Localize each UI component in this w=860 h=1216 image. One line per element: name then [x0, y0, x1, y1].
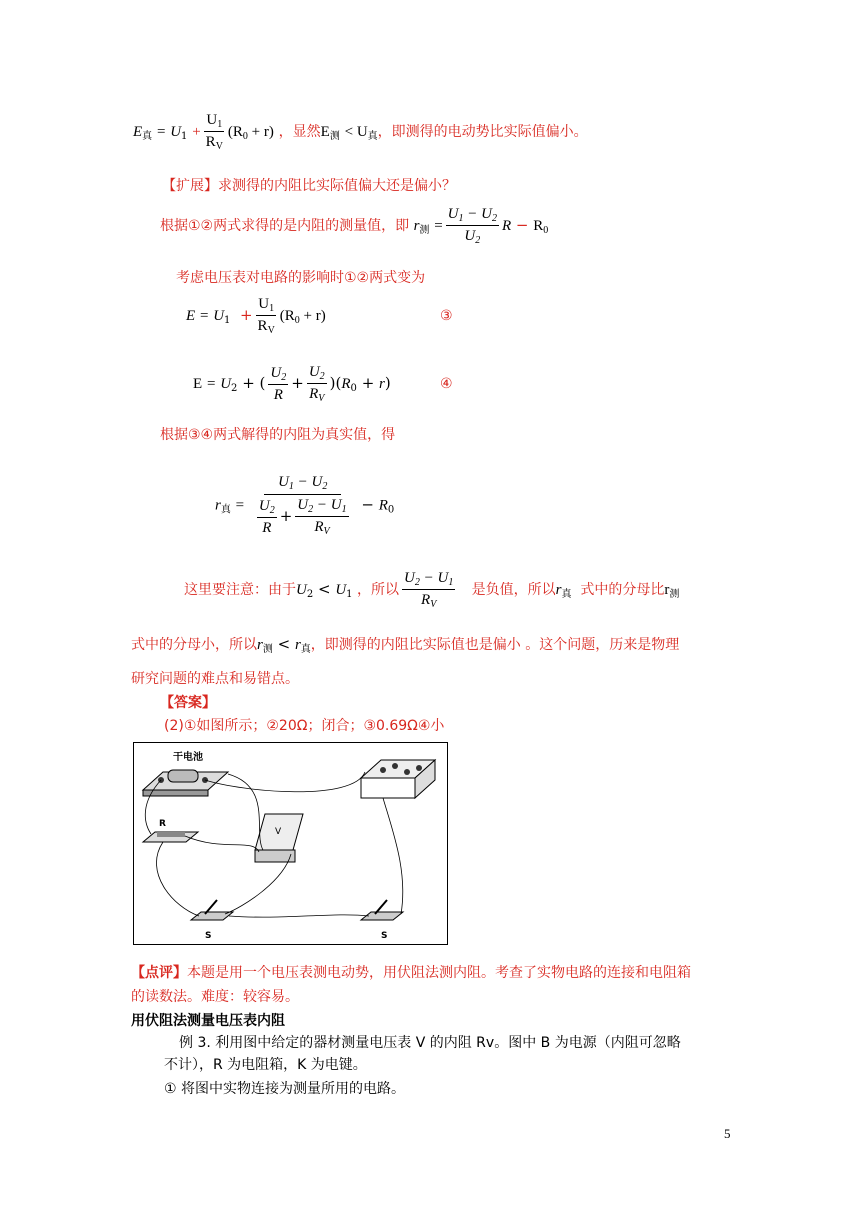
- comment-tag: 【点评】: [131, 965, 187, 981]
- note-line: 这里要注意：由于$U_2 < U_1$ ，所以 $\frac{U_2 - U_1}{R_V}$ 是负值，所以$r_真$ 式中的分母比$r_测$: [184, 570, 680, 610]
- s2-label: S: [381, 931, 388, 941]
- note-p3: 是负值，所以: [471, 582, 556, 598]
- r0-label: R: [159, 819, 166, 829]
- example-line-1: 例 3. 利用图中给定的器材测量电压表 V 的内阻 Rv。图中 B 为电源（内阻可忽略: [179, 1035, 681, 1051]
- comment-line1: 本题是用一个电压表测电动势，用伏阻法测内阻。考查了实物电路的连接和电阻箱: [187, 965, 691, 981]
- note-p2: ，所以: [357, 582, 399, 598]
- measured-r-text: 根据①②两式求得的是内阻的测量值，即: [160, 218, 410, 234]
- note-line-3: 研究问题的难点和易错点。: [131, 671, 299, 687]
- circuit-figure: [133, 742, 448, 945]
- equation-4: $E = U_2$ + ( $\frac{U_2}{R}$ + $\frac{U_2}{R_V}$ )$(R_0 + r)$: [193, 364, 391, 404]
- expand-question: 求测得的内阻比实际值偏大还是偏小？: [218, 178, 456, 194]
- note-p5: 式中的分母小，所以: [131, 637, 257, 653]
- true-value-line: 根据③④两式解得的内阻为真实值，得: [160, 427, 396, 443]
- meter-label: V: [275, 827, 282, 837]
- comment-line-2: 的读数法。难度：较容易。: [131, 989, 299, 1005]
- answer-tag: 【答案】: [160, 695, 216, 711]
- equation-3: $E = U_1$ + $\frac{U_1}{R_V}$ $(R_0 + r)$: [186, 296, 326, 336]
- battery-label: 干电池: [173, 752, 203, 763]
- expand-line: [162, 175, 456, 195]
- equation-r-true: $r_真$ = $U_1 - U_2$ $\frac{U_2}{R}$ + $\frac{U_2 - U_1}{R_V}$ − $R_0$: [215, 474, 395, 537]
- eq3-label: ③: [440, 308, 453, 324]
- eq4-label: ④: [440, 376, 453, 392]
- comment-line-1: [131, 962, 691, 982]
- s1-label: S: [205, 931, 212, 941]
- answer-text: (2)①如图所示；②20Ω；闭合；③0.69Ω④小: [164, 718, 445, 734]
- expand-tag: 【扩展】: [162, 178, 218, 194]
- page-number: 5: [724, 1126, 731, 1141]
- equation-emf-true: $E_真 = U_1$ + $\frac{U_1}{R_V}$ $(R_0 + r)$ ，显然$E_测 < U_真$，即测得的电动势比实际值偏小。: [133, 112, 588, 152]
- eq1-tail: ，显然: [278, 124, 321, 140]
- section-title: 用伏阻法测量电压表内阻: [131, 1013, 285, 1029]
- eq1-conclusion: ，即测得的电动势比实际值偏小。: [377, 124, 588, 140]
- note-p1: 这里要注意：由于: [184, 582, 296, 598]
- consider-line: 考虑电压表对电路的影响时①②两式变为: [176, 270, 426, 286]
- note-p4: 式中的分母比: [580, 582, 665, 598]
- measured-r-line: 根据①②两式求得的是内阻的测量值，即 $r_测$ = $\frac{U_1 - U_2}{U_2}$ $R - R_0$: [160, 206, 549, 246]
- note-line-2: 式中的分母小，所以$r_测 < r_真$，即测得的内阻比实际值也是偏小 。这个问题，历来是物理: [131, 635, 680, 655]
- example-item-1: ① 将图中实物连接为测量所用的电路。: [164, 1081, 405, 1097]
- note-p6: ，即测得的内阻比实际值也是偏小 。这个问题，历来是物理: [310, 637, 680, 653]
- example-line-2: 不计），R 为电阻箱，K 为电键。: [164, 1057, 367, 1073]
